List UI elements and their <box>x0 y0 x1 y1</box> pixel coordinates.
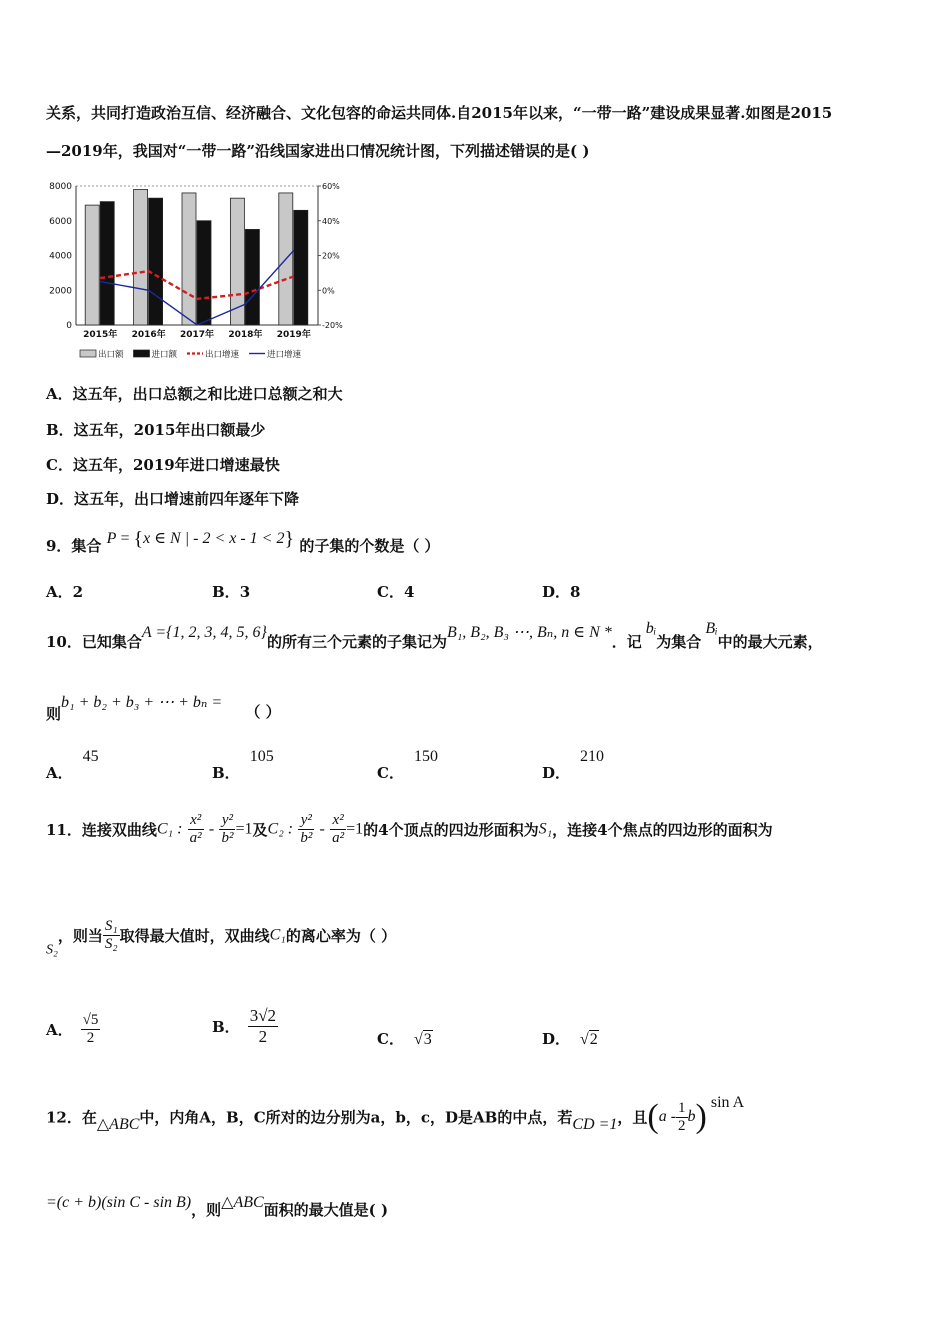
q10-option-c-value: 150 <box>413 748 438 765</box>
q11-option-a-frac: $\frac{√5}{2}$ <box>82 1012 99 1046</box>
q12-line2-mid: ，则 <box>191 1201 222 1219</box>
q11-c2-term2: $\frac{\text{x²}}{\text{a²}}$ <box>332 812 345 846</box>
bar-import-2 <box>149 198 163 325</box>
bar-import-1 <box>100 202 114 325</box>
category-label: 2018年 <box>228 330 263 340</box>
q10-line2-prefix: 则 <box>46 705 62 723</box>
q11-option-c-label: C． <box>377 1030 404 1048</box>
q12-tri2: △ABC <box>221 1194 264 1211</box>
category-label: 2016年 <box>131 330 166 340</box>
q10-mid: 的所有三个元素的子集记为 <box>266 633 447 651</box>
q9-set-lhs: P <box>106 530 117 547</box>
q9-option-d <box>542 581 580 602</box>
left-tick-label: 6000 <box>49 216 72 227</box>
q10-mid2: ．记 <box>611 633 642 651</box>
q10-bi: bᵢ <box>645 620 657 637</box>
left-tick-label: 8000 <box>49 182 72 192</box>
bar-import-5 <box>294 210 308 325</box>
q12-stem: 12．在△ABC中，内角A，B，C所对的边分别为a，b，c，D是AB的中点，若CD =1，且(a - $\frac{1}{2}$ b) sin A <box>46 1094 745 1135</box>
q10-line2-suffix: （ ） <box>245 703 281 721</box>
q12-cd: CD =1 <box>572 1116 618 1133</box>
q11-suffix: ，连接4个焦点的四边形的面积为 <box>552 821 773 839</box>
q11-option-b <box>212 1006 278 1047</box>
right-tick-label: 20% <box>322 251 340 261</box>
legend-label: 出口额 <box>98 350 124 360</box>
left-tick-label: 2000 <box>49 286 72 297</box>
q12-mid: 中，内角A，B，C所对的边分别为a，b，c，D是AB的中点，若 <box>139 1108 573 1127</box>
q10-option-d-label: D． <box>542 764 571 782</box>
q8-option-b: B．这五年，2015年出口额最少 <box>46 421 266 439</box>
q10-option-b-label: B． <box>212 764 240 782</box>
q10-line-2 <box>46 692 281 724</box>
bar-import-4 <box>245 229 259 325</box>
q11-eq-2: =1 <box>346 820 364 838</box>
q9-option-b <box>212 581 250 602</box>
q12-expr-a: a - <box>658 1108 677 1125</box>
q11-option-d-sqrt: √2 <box>580 1031 598 1048</box>
q12-expr-b: b <box>687 1108 696 1125</box>
q10-option-a-value: 45 <box>82 748 99 765</box>
q8-option-d: D．这五年，出口增速前四年逐年下降 <box>46 490 300 508</box>
q11-option-c <box>377 1028 433 1049</box>
legend-swatch <box>80 350 96 357</box>
q11-s1: S₁ <box>538 820 553 838</box>
q10-suffix: 中的最大元素， <box>717 633 823 651</box>
q11-c1-term1: $\frac{\text{x²}}{\text{a²}}$ <box>189 812 202 846</box>
q9-option-d-label: D． <box>542 583 571 601</box>
intro-line-1: 关系，共同打造政治互信、经济融合、文化包容的命运共同体.自2015年以来，“一带一路”建设成果显著.如图是2015 <box>46 104 833 122</box>
bar-export-1 <box>85 205 99 325</box>
category-label: 2015年 <box>83 330 118 340</box>
q12-line2-expr: =(c + b)(sin C - sin B) <box>46 1194 192 1211</box>
intro-line-2: —2019年，我国对“一带一路”沿线国家进出口情况统计图，下列描述错误的是( ) <box>46 142 590 160</box>
q11-c2-term1: $\frac{\text{y²}}{\text{b²}}$ <box>300 812 313 846</box>
q9-option-d-value: 8 <box>570 583 581 601</box>
q9-option-c <box>377 581 414 602</box>
q11-c2: C₂ : <box>267 820 294 838</box>
q10-option-b-value: 105 <box>249 748 274 765</box>
q9-set-body: x ∈ N | - 2 < x - 1 < 2 <box>143 530 285 547</box>
q10-sum: b₁ + b₂ + b₃ + ⋯ + bₙ = <box>61 694 223 711</box>
right-tick-label: 40% <box>322 216 340 226</box>
q11-prefix: 11．连接双曲线 <box>46 821 157 839</box>
right-tick-label: 60% <box>322 182 340 191</box>
left-tick-label: 4000 <box>49 251 72 262</box>
q11-ratio: $\frac{\text{S₁}}{\text{S₂}}$ <box>104 918 118 952</box>
q8-option-a: A．这五年，出口总额之和比进口总额之和大 <box>46 385 343 403</box>
q9-option-a <box>46 581 83 602</box>
q11-option-d-label: D． <box>542 1030 571 1048</box>
q11-option-b-frac: $\frac{3√2}{2}$ <box>249 1006 277 1046</box>
q10-option-d-value: 210 <box>580 748 605 765</box>
q9-prefix: 9．集合 <box>46 537 102 555</box>
q11-line-2 <box>46 918 396 959</box>
q10-subsets: B₁, B₂, B₃ ⋯, Bₙ, n ∈ N * <box>446 624 612 641</box>
legend-label: 进口增速 <box>267 350 302 360</box>
right-tick-label: 0% <box>322 286 335 296</box>
q11-c1-term2: $\frac{\text{y²}}{\text{b²}}$ <box>221 812 234 846</box>
legend-swatch <box>134 350 150 357</box>
q8-option-c: C．这五年，2019年进口增速最快 <box>46 456 280 474</box>
legend-label: 出口增速 <box>205 350 240 360</box>
q9-option-c-label: C． <box>377 583 404 601</box>
q9-option-a-value: 2 <box>72 583 84 601</box>
category-label: 2019年 <box>276 330 311 340</box>
q12-tri: △ABC <box>96 1116 140 1133</box>
import-export-chart <box>40 174 350 369</box>
legend-label: 进口额 <box>151 350 178 360</box>
q11-mid: 的4个顶点的四边形面积为 <box>363 821 539 839</box>
q11-option-a <box>46 1012 100 1047</box>
q10-prefix: 10．已知集合 <box>46 633 142 651</box>
q9-option-a-label: A． <box>46 583 73 601</box>
q11-c1b: C₁ <box>269 926 286 944</box>
q12-line2-suffix: 面积的最大值是( ) <box>263 1201 389 1219</box>
q12-half: $\frac{1}{2}$ <box>678 1099 686 1134</box>
q11-stem <box>46 812 773 847</box>
q10-stem <box>46 620 823 652</box>
q11-and: 及 <box>252 821 268 839</box>
q9-suffix: 的子集的个数是（ ） <box>299 537 440 555</box>
q12-sinA: sin A <box>710 1094 745 1111</box>
q10-mid3: 为集合 <box>656 633 702 651</box>
right-tick-label: -20% <box>322 321 343 330</box>
q10-option-a <box>46 748 99 783</box>
q11-minus-2: - <box>319 820 325 838</box>
q11-line2-c: 的离心率为（ ） <box>285 927 397 945</box>
q9-stem: 9．集合 P = {x ∈ N | - 2 < x - 1 < 2} 的子集的个数是（ ） <box>46 528 440 555</box>
q10-set-a: A ={1, 2, 3, 4, 5, 6} <box>141 624 267 641</box>
bar-import-3 <box>197 221 211 325</box>
q9-option-c-value: 4 <box>403 583 415 601</box>
q11-line2-a: ，则当 <box>57 927 103 945</box>
q11-option-c-sqrt: √3 <box>413 1031 432 1048</box>
q10-Bi: Bᵢ <box>705 620 718 637</box>
q9-option-b-value: 3 <box>239 583 251 601</box>
q11-option-d <box>542 1028 599 1049</box>
q11-option-a-label: A． <box>46 1021 73 1039</box>
q9-option-b-label: B． <box>212 583 240 601</box>
q10-option-c-label: C． <box>377 764 404 782</box>
q10-option-b <box>212 748 274 783</box>
q11-s2: S₂ <box>46 942 58 958</box>
q10-option-d <box>542 748 604 783</box>
bar-export-2 <box>134 189 148 325</box>
q12-prefix: 12．在 <box>46 1108 97 1127</box>
q10-option-a-label: A． <box>46 764 73 782</box>
q12-line-2 <box>46 1192 388 1220</box>
q11-line2-b: 取得最大值时，双曲线 <box>119 927 270 945</box>
q11-eq-1: =1 <box>235 820 253 838</box>
q12-mid2: ，且 <box>617 1108 648 1127</box>
q10-option-c <box>377 748 438 783</box>
left-tick-label: 0 <box>66 321 72 331</box>
q11-c1: C₁ : <box>156 820 183 838</box>
category-label: 2017年 <box>179 330 215 340</box>
bar-export-3 <box>182 193 196 325</box>
q11-minus-1: - <box>208 820 215 838</box>
q11-option-b-label: B． <box>212 1018 240 1036</box>
